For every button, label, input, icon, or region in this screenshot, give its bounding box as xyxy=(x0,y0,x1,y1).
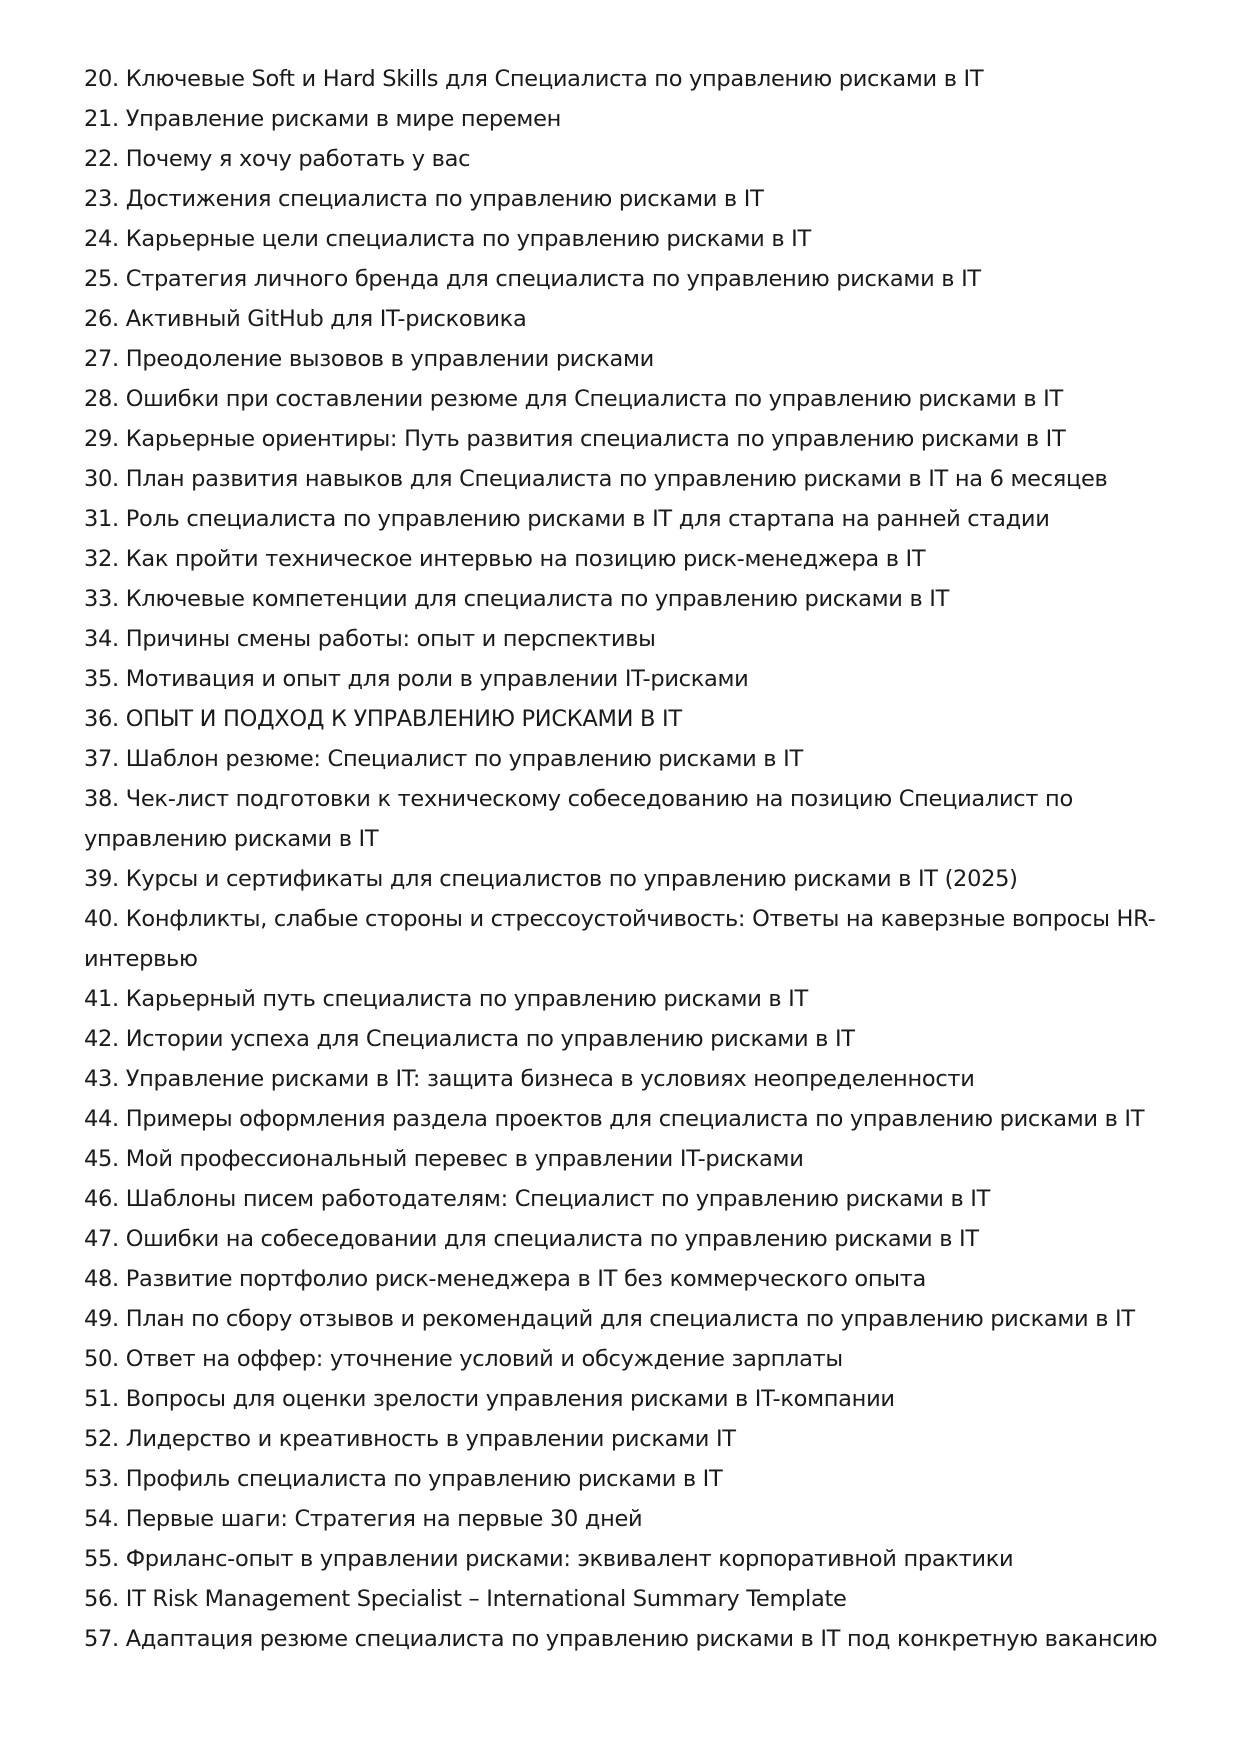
toc-item: 49. План по сбору отзывов и рекомендаций для специалиста по управлению рисками в IT xyxy=(84,1306,1135,1332)
toc-item: 41. Карьерный путь специалиста по управлению рисками в IT xyxy=(84,986,808,1012)
toc-item: 38. Чек-лист подготовки к техническому собеседованию на позицию Специалист по управлению рисками в IT xyxy=(84,786,1073,852)
toc-item: 24. Карьерные цели специалиста по управлению рисками в IT xyxy=(84,226,811,252)
toc-item: 23. Достижения специалиста по управлению рисками в IT xyxy=(84,186,764,212)
toc-item: 35. Мотивация и опыт для роли в управлении IT-рисками xyxy=(84,666,749,692)
toc-item: 28. Ошибки при составлении резюме для Специалиста по управлению рисками в IT xyxy=(84,386,1063,412)
toc-item: 31. Роль специалиста по управлению рисками в IT для стартапа на ранней стадии xyxy=(84,506,1050,532)
toc-item: 43. Управление рисками в IT: защита бизнеса в условиях неопределенности xyxy=(84,1066,975,1092)
toc-item: 34. Причины смены работы: опыт и перспективы xyxy=(84,626,656,652)
toc-item: 26. Активный GitHub для IT-рисковика xyxy=(84,306,527,332)
toc-item: 44. Примеры оформления раздела проектов для специалиста по управлению рисками в IT xyxy=(84,1106,1145,1132)
toc-item: 30. План развития навыков для Специалиста по управлению рисками в IT на 6 месяцев xyxy=(84,466,1108,492)
table-of-contents-list xyxy=(84,59,1179,1659)
toc-item: 36. ОПЫТ И ПОДХОД К УПРАВЛЕНИЮ РИСКАМИ В IT xyxy=(84,706,682,732)
toc-item: 51. Вопросы для оценки зрелости управления рисками в IT-компании xyxy=(84,1386,895,1412)
toc-item: 27. Преодоление вызовов в управлении рисками xyxy=(84,346,654,372)
toc-item: 50. Ответ на оффер: уточнение условий и обсуждение зарплаты xyxy=(84,1346,843,1372)
toc-item: 42. Истории успеха для Специалиста по управлению рисками в IT xyxy=(84,1026,855,1052)
toc-item: 29. Карьерные ориентиры: Путь развития специалиста по управлению рисками в IT xyxy=(84,426,1066,452)
toc-item: 32. Как пройти техническое интервью на позицию риск-менеджера в IT xyxy=(84,546,926,572)
toc-item: 55. Фриланс-опыт в управлении рисками: эквивалент корпоративной практики xyxy=(84,1546,1014,1572)
toc-item: 53. Профиль специалиста по управлению рисками в IT xyxy=(84,1466,723,1492)
toc-item: 48. Развитие портфолио риск-менеджера в IT без коммерческого опыта xyxy=(84,1266,927,1292)
toc-item: 46. Шаблоны писем работодателям: Специалист по управлению рисками в IT xyxy=(84,1186,991,1212)
toc-item: 37. Шаблон резюме: Специалист по управлению рисками в IT xyxy=(84,746,803,772)
toc-item: 20. Ключевые Soft и Hard Skills для Специалиста по управлению рисками в IT xyxy=(84,66,984,92)
toc-item: 21. Управление рисками в мире перемен xyxy=(84,106,562,132)
toc-item: 47. Ошибки на собеседовании для специалиста по управлению рисками в IT xyxy=(84,1226,979,1252)
toc-item: 39. Курсы и сертификаты для специалистов по управлению рисками в IT (2025) xyxy=(84,866,1018,892)
toc-item: 45. Мой профессиональный перевес в управлении IT-рисками xyxy=(84,1146,804,1172)
toc-item: 33. Ключевые компетенции для специалиста по управлению рисками в IT xyxy=(84,586,950,612)
toc-item: 22. Почему я хочу работать у вас xyxy=(84,146,471,172)
toc-item: 56. IT Risk Management Specialist – International Summary Template xyxy=(84,1586,847,1612)
toc-item: 25. Стратегия личного бренда для специалиста по управлению рисками в IT xyxy=(84,266,981,292)
toc-item: 57. Адаптация резюме специалиста по управлению рисками в IT под конкретную вакансию xyxy=(84,1626,1158,1652)
toc-item: 40. Конфликты, слабые стороны и стрессоустойчивость: Ответы на каверзные вопросы HR-интервью xyxy=(84,906,1156,972)
toc-item: 54. Первые шаги: Стратегия на первые 30 дней xyxy=(84,1506,643,1532)
toc-item: 52. Лидерство и креативность в управлении рисками IT xyxy=(84,1426,736,1452)
